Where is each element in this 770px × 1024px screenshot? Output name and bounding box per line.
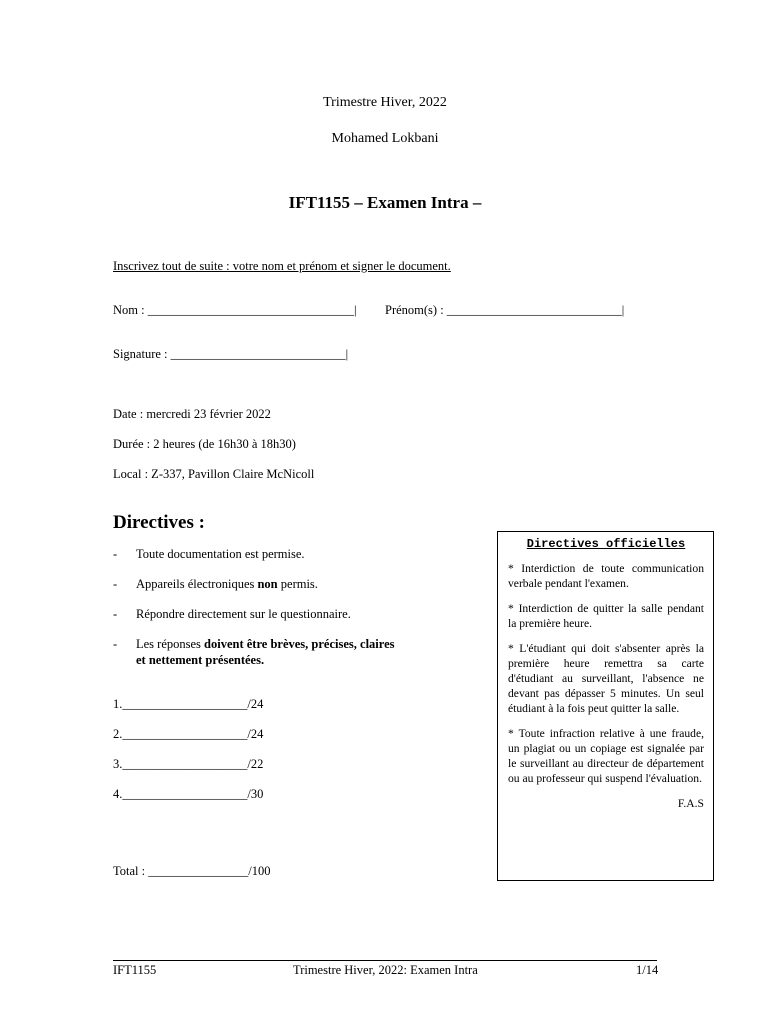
- directive-emphasis: non: [257, 577, 278, 591]
- signature-field: Signature : ____________________________|: [113, 347, 349, 361]
- directive-text-part: permis.: [277, 577, 318, 591]
- footer-title: Trimestre Hiver, 2022: Examen Intra: [293, 963, 478, 977]
- directive-text: [136, 577, 318, 593]
- footer-rule: [113, 960, 657, 961]
- score-line-q1: 1.____________________/24: [113, 697, 264, 711]
- official-directives-title: Directives officielles: [526, 537, 686, 551]
- footer-page-number: 1/14: [636, 963, 659, 977]
- official-rule-leave-room: * Interdiction de quitter la salle pendant la première heure.: [508, 602, 704, 630]
- bullet-dash: -: [113, 607, 118, 621]
- score-line-q4: 4.____________________/30: [113, 787, 264, 801]
- directive-text-part: Les réponses: [136, 637, 205, 651]
- directive-text-part: Appareils électroniques: [136, 577, 258, 591]
- score-line-q3: 3.____________________/22: [113, 757, 264, 771]
- official-signature: F.A.S: [677, 797, 704, 810]
- official-rule-fraud: * Toute infraction relative à une fraude, un plagiat ou un copiage est signalée par le surveillant au directeur de département ou au professeur qui suspend l'évaluation.: [508, 727, 704, 785]
- official-rule-absence: * L'étudiant qui doit s'absenter après la première heure remettra sa carte d'étudiant au surveillant, l'absence ne devant pas dépasser 5 minutes. Un seul étudiant à la fois peut quitter la salle.: [508, 642, 704, 715]
- prenom-field: Prénom(s) : ____________________________|: [385, 303, 625, 317]
- official-directives-box: [497, 531, 714, 881]
- bullet-dash: -: [113, 637, 118, 651]
- directives-heading: Directives :: [113, 512, 205, 533]
- score-line-q2: 2.____________________/24: [113, 727, 264, 741]
- official-rule-communication: * Interdiction de toute communication verbale pendant l'examen.: [508, 562, 704, 590]
- bullet-dash: -: [113, 547, 118, 561]
- directive-emphasis: doivent être brèves, précises, claires: [204, 637, 395, 651]
- directive-text: Toute documentation est permise.: [136, 547, 305, 561]
- exam-duration: Durée : 2 heures (de 16h30 à 18h30): [113, 437, 296, 451]
- directive-text: Répondre directement sur le questionnaire.: [136, 607, 351, 621]
- directive-emphasis: et nettement présentées.: [136, 653, 265, 667]
- directive-text-continuation: [136, 653, 264, 669]
- exam-date: Date : mercredi 23 février 2022: [113, 407, 271, 421]
- author-name: Mohamed Lokbani: [331, 131, 439, 146]
- score-total: Total : ________________/100: [113, 864, 271, 878]
- exam-title: IFT1155 – Examen Intra –: [288, 193, 482, 212]
- footer-course: IFT1155: [113, 963, 157, 977]
- bullet-dash: -: [113, 577, 118, 591]
- directive-text: [136, 637, 395, 653]
- instruction-text: Inscrivez tout de suite : votre nom et prénom et signer le document.: [113, 259, 451, 273]
- term-heading: Trimestre Hiver, 2022: [323, 95, 447, 110]
- exam-location: Local : Z-337, Pavillon Claire McNicoll: [113, 467, 315, 481]
- nom-field: Nom : _________________________________|: [113, 303, 357, 317]
